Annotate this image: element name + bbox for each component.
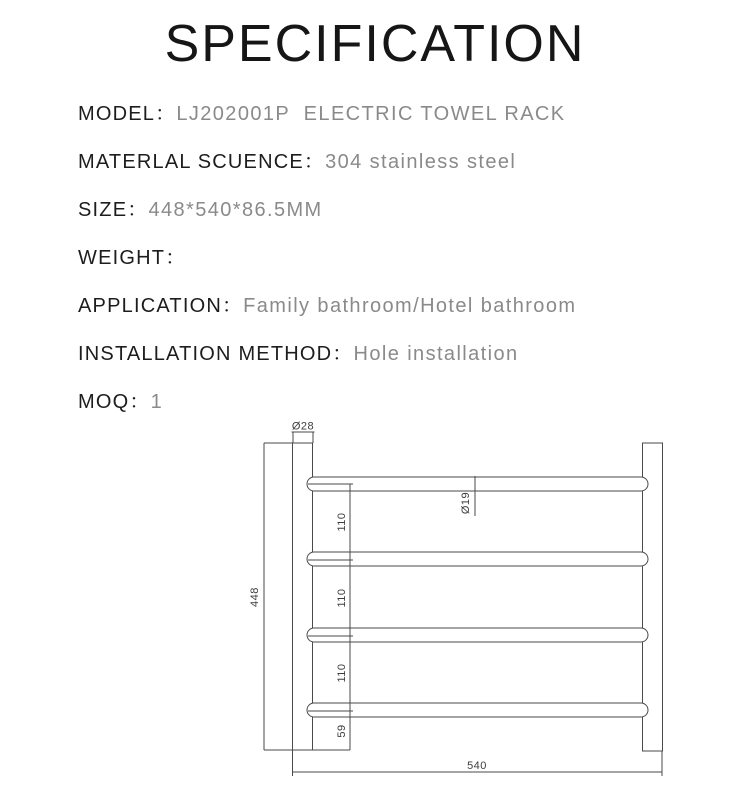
spec-value-application: Family bathroom/Hotel bathroom (243, 295, 577, 317)
dim-label-total-height: 448 (249, 587, 261, 607)
spec-value-model: LJ202001P ELECTRIC TOWEL RACK (176, 103, 566, 125)
spec-row-material (78, 152, 698, 173)
spec-row-size (78, 200, 698, 221)
spec-label-material: MATERLAL SCUENCE： (78, 151, 326, 173)
dim-label-spacing-middle: 110 (336, 588, 348, 608)
dim-label-bar-diameter: Ø19 (460, 491, 472, 515)
dim-label-total-width: 540 (467, 760, 487, 772)
spec-row-application (78, 296, 698, 317)
dim-label-post-diameter: Ø28 (291, 420, 315, 433)
spec-label-size: SIZE： (78, 199, 149, 221)
spec-list (78, 104, 698, 440)
spec-label-model: MODEL： (78, 103, 177, 125)
dim-label-spacing-top: 110 (336, 512, 348, 532)
towel-bar-4 (307, 703, 648, 717)
dim-label-spacing-lower: 110 (336, 663, 348, 683)
spec-label-installation: INSTALLATION METHOD： (78, 343, 354, 365)
towel-rack-technical-drawing (240, 410, 680, 785)
spec-row-weight (78, 248, 698, 269)
dim-total-width (293, 750, 663, 776)
towel-bar-2 (307, 552, 648, 566)
spec-value-installation: Hole installation (353, 343, 519, 365)
towel-bar-1 (307, 477, 648, 491)
spec-label-weight: WEIGHT： (78, 247, 187, 269)
spec-value-material: 304 stainless steel (325, 151, 517, 173)
spec-value-moq: 1 (150, 391, 164, 413)
spec-label-application: APPLICATION： (78, 295, 244, 317)
dim-label-bottom-offset: 59 (336, 724, 348, 738)
spec-row-model (78, 104, 698, 125)
towel-bar-3 (307, 628, 648, 642)
page-title: SPECIFICATION (164, 15, 586, 73)
spec-label-moq: MOQ： (78, 391, 151, 413)
dim-post-diameter (292, 421, 315, 444)
spec-value-size: 448*540*86.5MM (148, 199, 323, 221)
spec-row-installation (78, 344, 698, 365)
